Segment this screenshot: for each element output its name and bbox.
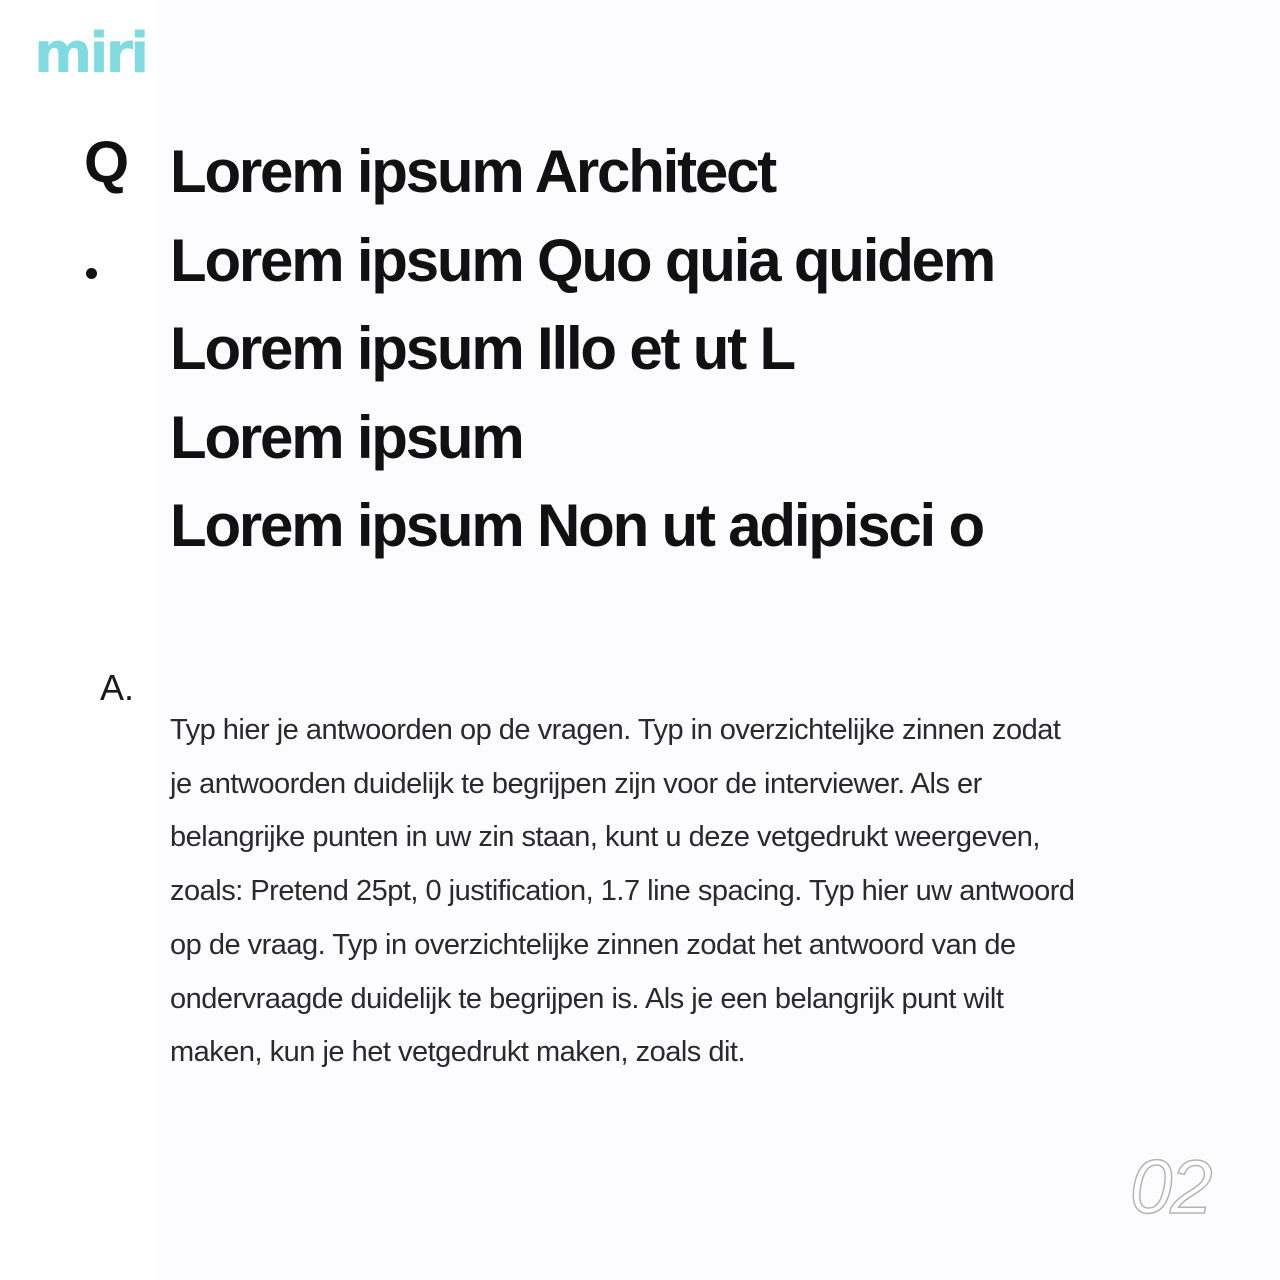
answer-line: op de vraag. Typ in overzichtelijke zinnen zodat het antwoord van de	[170, 928, 1016, 961]
question-line: Lorem ipsum Illo et ut L	[170, 315, 794, 382]
answer-line: maken, kun je het vetgedrukt maken, zoals dit.	[170, 1036, 746, 1069]
answer-line: je antwoorden duidelijk te begrijpen zijn voor de interviewer. Als er	[170, 767, 982, 800]
question-heading	[170, 128, 1230, 571]
question-line: Lorem ipsum Non ut adipisci o	[170, 492, 983, 559]
answer-line: belangrijke punten in uw zin staan, kunt u deze vetgedrukt weergeven,	[170, 821, 1040, 854]
answer-line: ondervraagde duidelijk te begrijpen is. Als je een belangrijk punt wilt	[170, 982, 1004, 1015]
answer-paragraph	[170, 704, 1210, 1080]
question-line: Lorem ipsum Architect	[170, 138, 776, 205]
question-line: Lorem ipsum	[170, 403, 523, 471]
question-marker: Q	[84, 130, 130, 195]
answer-line: Typ hier je antwoorden op de vragen. Typ in overzichtelijke zinnen zodat	[170, 714, 1061, 746]
answer-marker: A.	[100, 667, 135, 708]
page-number: 02	[1130, 1145, 1211, 1230]
question-line: Lorem ipsum Quo quia quidem	[170, 226, 994, 294]
brand-logo: miri	[34, 21, 147, 86]
question-marker-dot	[86, 268, 97, 279]
answer-line: zoals: Pretend 25pt, 0 justification, 1.7 line spacing. Typ hier uw antwoord	[170, 875, 1075, 908]
